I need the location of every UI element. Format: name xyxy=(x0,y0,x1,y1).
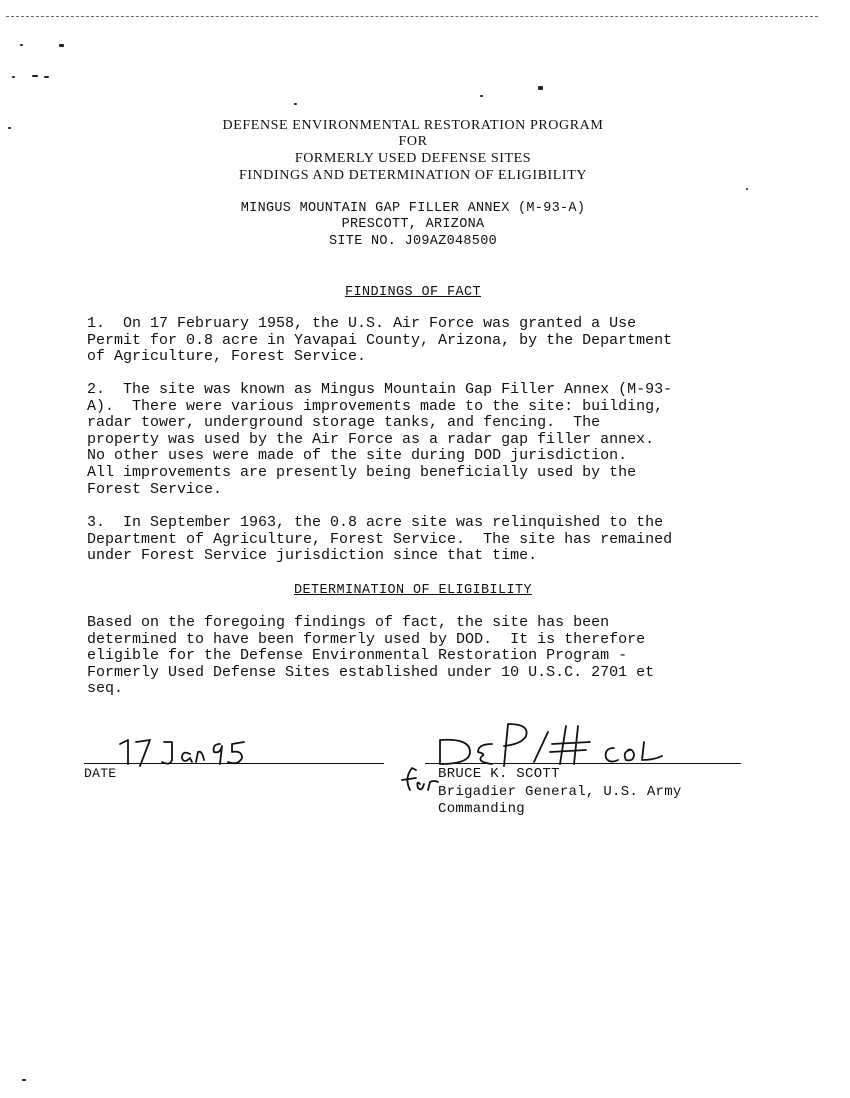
text-line: Department of Agriculture, Forest Service. The site has remained xyxy=(87,530,673,548)
finding-paragraph-1 xyxy=(87,316,757,366)
scan-speck xyxy=(20,44,23,46)
determination-heading xyxy=(0,582,826,599)
findings-heading xyxy=(0,284,826,301)
text-line: 1. On 17 February 1958, the U.S. Air Force was granted a Use xyxy=(87,315,637,332)
signer-title: Brigadier General, U.S. Army xyxy=(438,783,682,800)
text-line: Based on the foregoing findings of fact, the site has been xyxy=(87,614,610,631)
finding-paragraph-3 xyxy=(87,515,757,565)
findings-heading-text: FINDINGS OF FACT xyxy=(344,285,482,300)
text-line: of Agriculture, Forest Service. xyxy=(87,348,367,366)
text-line: property was used by the Air Force as a radar gap filler annex. xyxy=(87,430,655,448)
determination-paragraph xyxy=(87,615,757,698)
text-line: No other uses were made of the site during DOD jurisdiction. xyxy=(87,447,628,465)
site-location: PRESCOTT, ARIZONA xyxy=(341,217,485,232)
date-label: DATE xyxy=(84,766,117,781)
program-for: FOR xyxy=(398,134,428,149)
text-line: 3. In September 1963, the 0.8 acre site was relinquished to the xyxy=(87,514,664,531)
text-line: under Forest Service jurisdiction since that time. xyxy=(87,547,538,565)
document-title: FINDINGS AND DETERMINATION OF ELIGIBILITY xyxy=(238,168,588,183)
scan-speck xyxy=(538,86,543,90)
scan-speck xyxy=(32,75,38,77)
text-line: Forest Service. xyxy=(87,480,223,498)
signer-block xyxy=(438,766,682,819)
text-line: 2. The site was known as Mingus Mountain Gap Filler Annex (M-93- xyxy=(87,381,673,398)
text-line: seq. xyxy=(87,680,124,698)
scan-artifact-line xyxy=(6,16,818,17)
program-title: DEFENSE ENVIRONMENTAL RESTORATION PROGRAM xyxy=(222,118,604,133)
text-line: radar tower, underground storage tanks, and fencing. The xyxy=(87,414,601,432)
text-line: Permit for 0.8 acre in Yavapai County, Arizona, by the Department xyxy=(87,331,673,349)
finding-paragraph-2 xyxy=(87,382,757,498)
text-line: Formerly Used Defense Sites established under 10 U.S.C. 2701 et xyxy=(87,663,655,681)
text-line: All improvements are presently being beneficially used by the xyxy=(87,463,637,481)
scan-speck xyxy=(480,95,483,97)
signature-line xyxy=(425,763,741,764)
site-name: MINGUS MOUNTAIN GAP FILLER ANNEX (M-93-A) xyxy=(240,201,586,216)
scan-speck xyxy=(44,76,49,78)
scan-speck xyxy=(59,44,64,47)
scan-speck xyxy=(746,188,748,190)
scan-speck xyxy=(12,76,15,78)
site-number: SITE NO. J09AZ048500 xyxy=(328,234,498,249)
scan-speck xyxy=(22,1079,26,1081)
scan-speck xyxy=(294,103,297,105)
determination-heading-text: DETERMINATION OF ELIGIBILITY xyxy=(293,583,533,598)
date-line xyxy=(84,763,384,764)
program-subtitle: FORMERLY USED DEFENSE SITES xyxy=(294,151,532,166)
signer-name: BRUCE K. SCOTT xyxy=(438,766,560,782)
signer-role: Commanding xyxy=(438,801,526,817)
text-line: determined to have been formerly used by DOD. It is therefore xyxy=(87,630,646,648)
text-line: eligible for the Defense Environmental Restoration Program - xyxy=(87,647,628,665)
text-line: A). There were various improvements made to the site: building, xyxy=(87,397,664,415)
